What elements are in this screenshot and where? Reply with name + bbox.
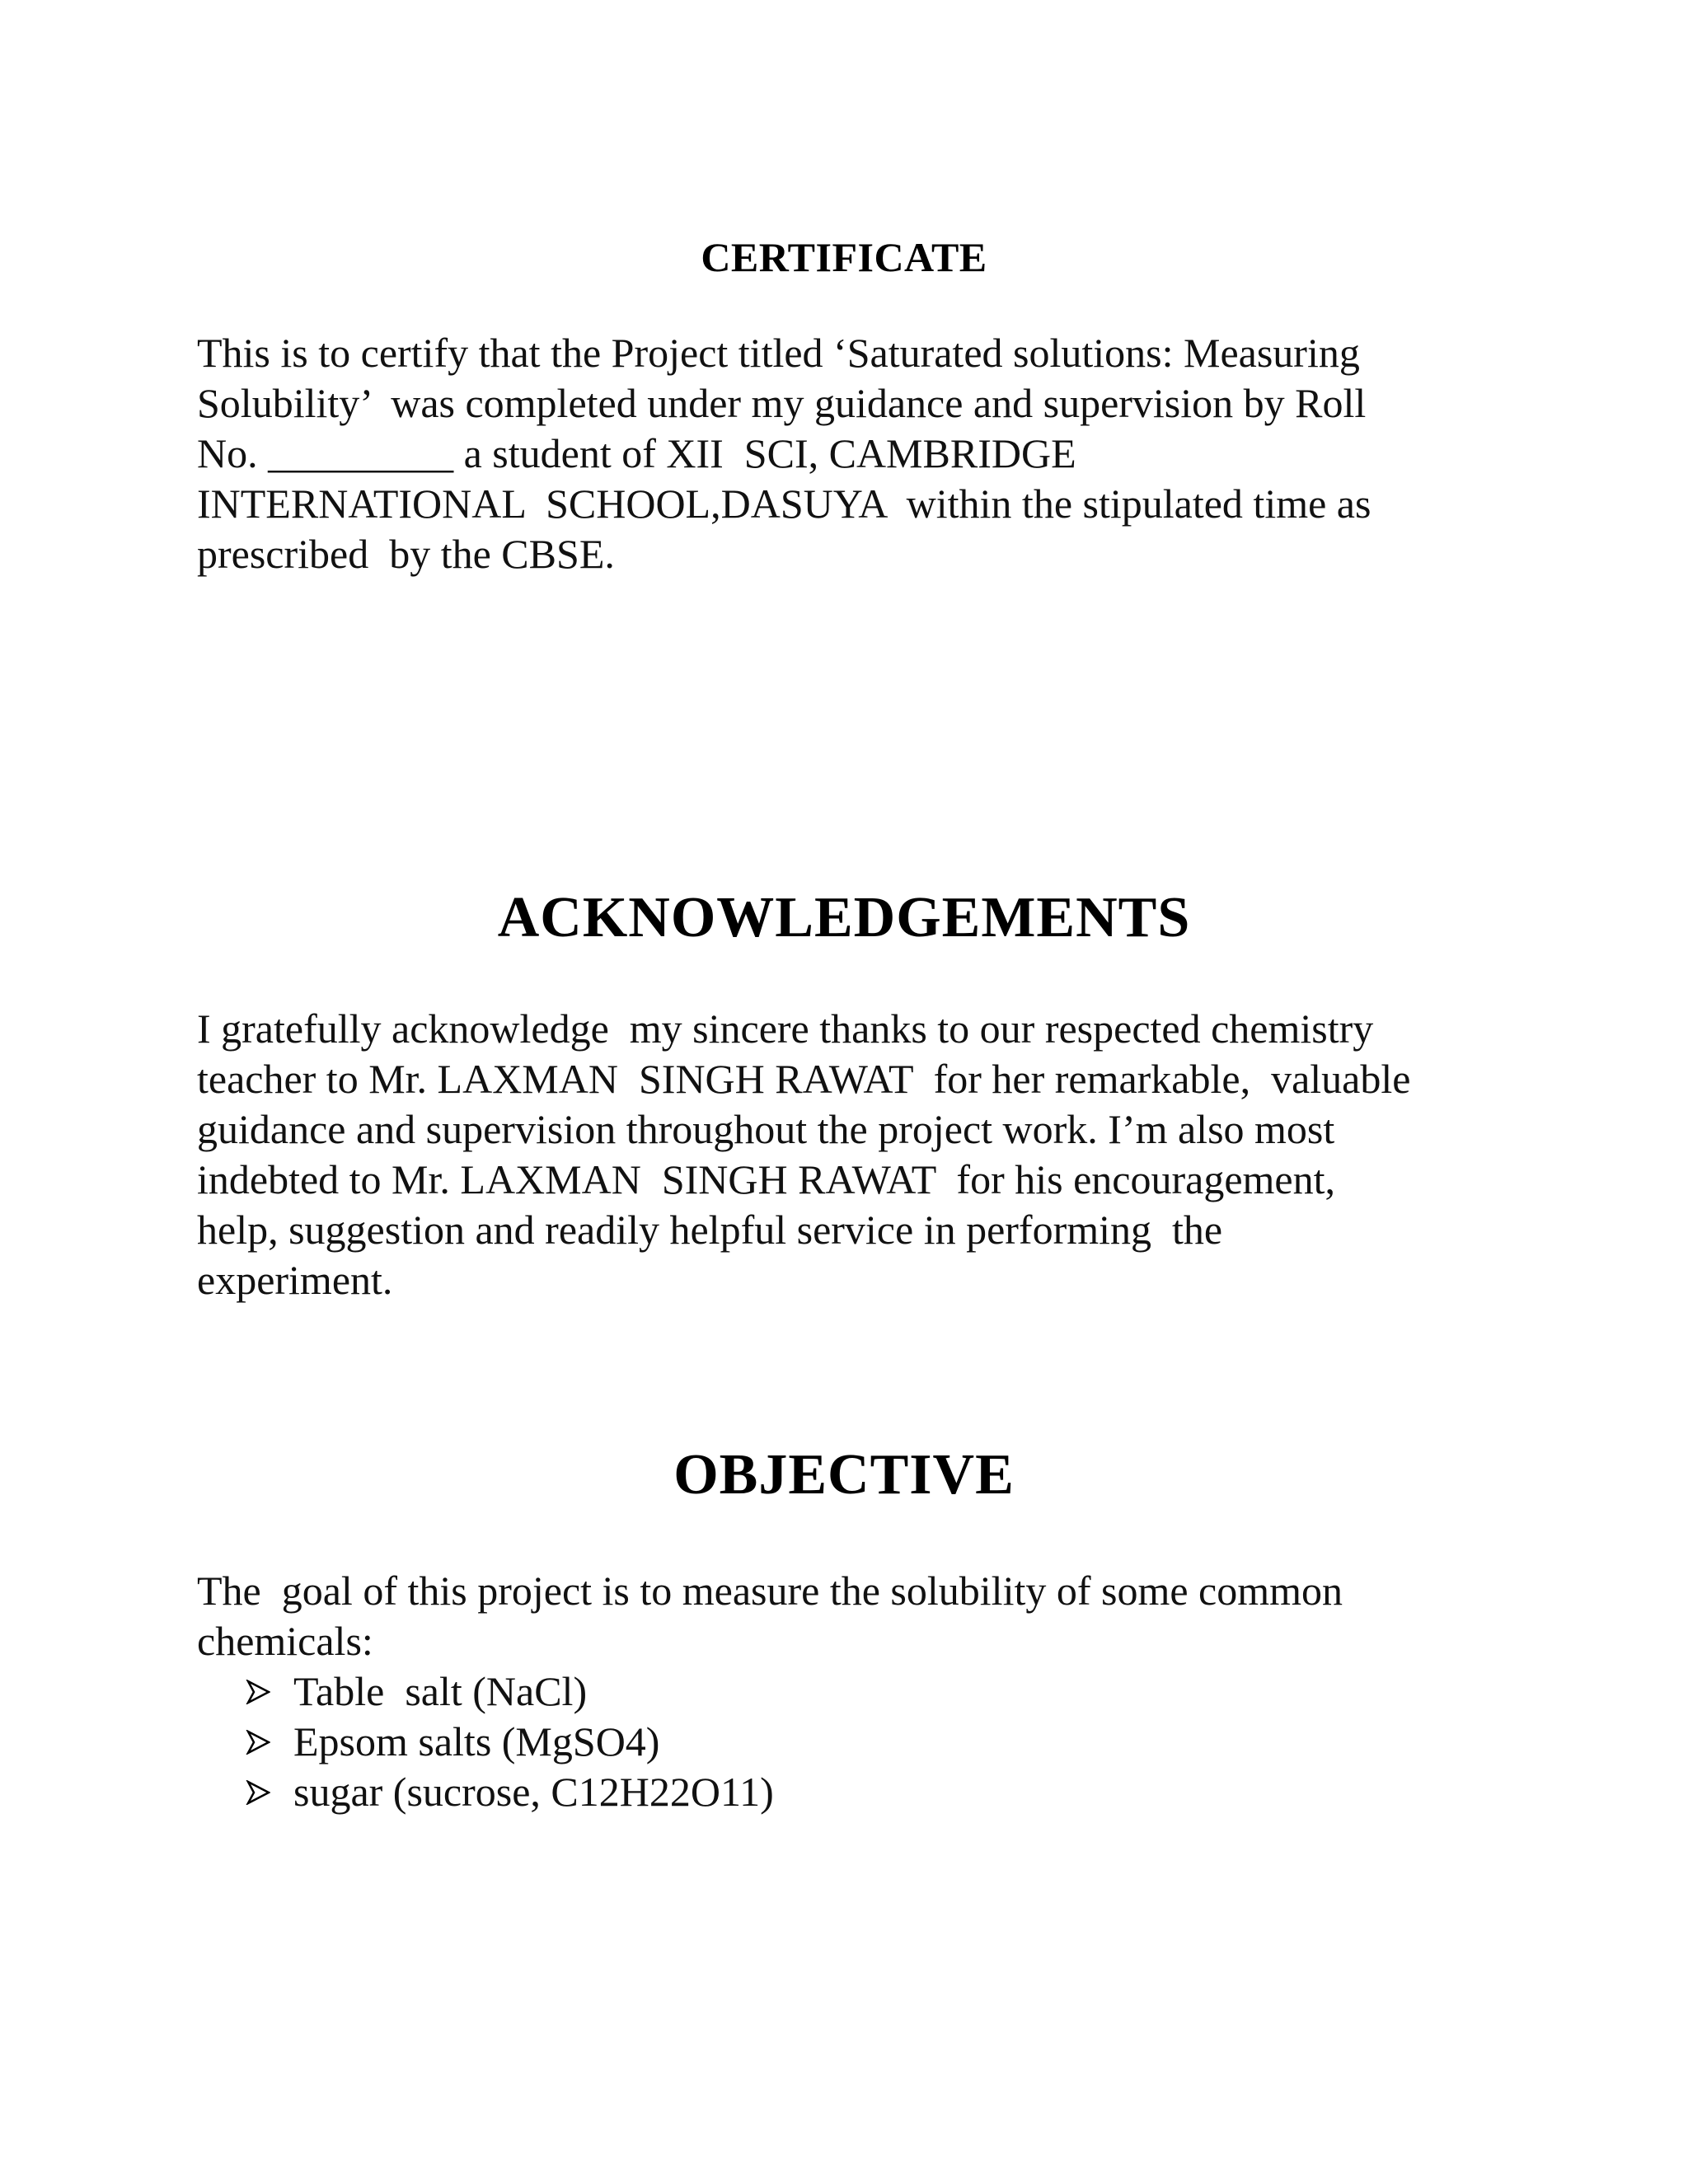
acknowledgements-line: I gratefully acknowledge my sincere thanks to our respected chemistry — [197, 1005, 1374, 1052]
certificate-line: Solubility’ was completed under my guidance and supervision by Roll — [197, 380, 1367, 426]
acknowledgements-line: guidance and supervision throughout the project work. I’m also most — [197, 1106, 1335, 1152]
arrowhead-bullet-icon — [246, 1666, 293, 1717]
certificate-line: INTERNATIONAL SCHOOL,DASUYA within the stipulated time as — [197, 480, 1372, 527]
certificate-line: prescribed by the CBSE. — [197, 531, 615, 577]
list-item-text: Epsom salts (MgSO4) — [293, 1718, 660, 1765]
objective-paragraph — [197, 1566, 1516, 1666]
objective-line: The goal of this project is to measure the solubility of some common — [197, 1568, 1343, 1614]
certificate-line: This is to certify that the Project titled ‘Saturated solutions: Measuring — [197, 330, 1360, 376]
certificate-line: No. _________ a student of XII SCI, CAMBRIDGE — [197, 430, 1076, 476]
acknowledgements-paragraph — [197, 1004, 1516, 1305]
certificate-heading: CERTIFICATE — [701, 234, 987, 280]
objective-line: chemicals: — [197, 1618, 373, 1664]
arrowhead-bullet-icon — [246, 1767, 293, 1817]
acknowledgements-line: indebted to Mr. LAXMAN SINGH RAWAT for his encouragement, — [197, 1156, 1335, 1202]
list-item — [246, 1666, 774, 1717]
list-item-text: sugar (sucrose, C12H22O11) — [293, 1769, 774, 1815]
arrowhead-bullet-icon — [246, 1717, 293, 1767]
acknowledgements-line: experiment. — [197, 1257, 393, 1303]
acknowledgements-line: teacher to Mr. LAXMAN SINGH RAWAT for her remarkable, valuable — [197, 1056, 1411, 1102]
certificate-paragraph — [197, 328, 1516, 579]
objective-list — [246, 1666, 774, 1817]
list-item-text: Table salt (NaCl) — [293, 1668, 588, 1714]
acknowledgements-heading: ACKNOWLEDGEMENTS — [497, 886, 1191, 949]
objective-heading: OBJECTIVE — [673, 1443, 1015, 1507]
acknowledgements-line: help, suggestion and readily helpful service in performing the — [197, 1207, 1223, 1253]
